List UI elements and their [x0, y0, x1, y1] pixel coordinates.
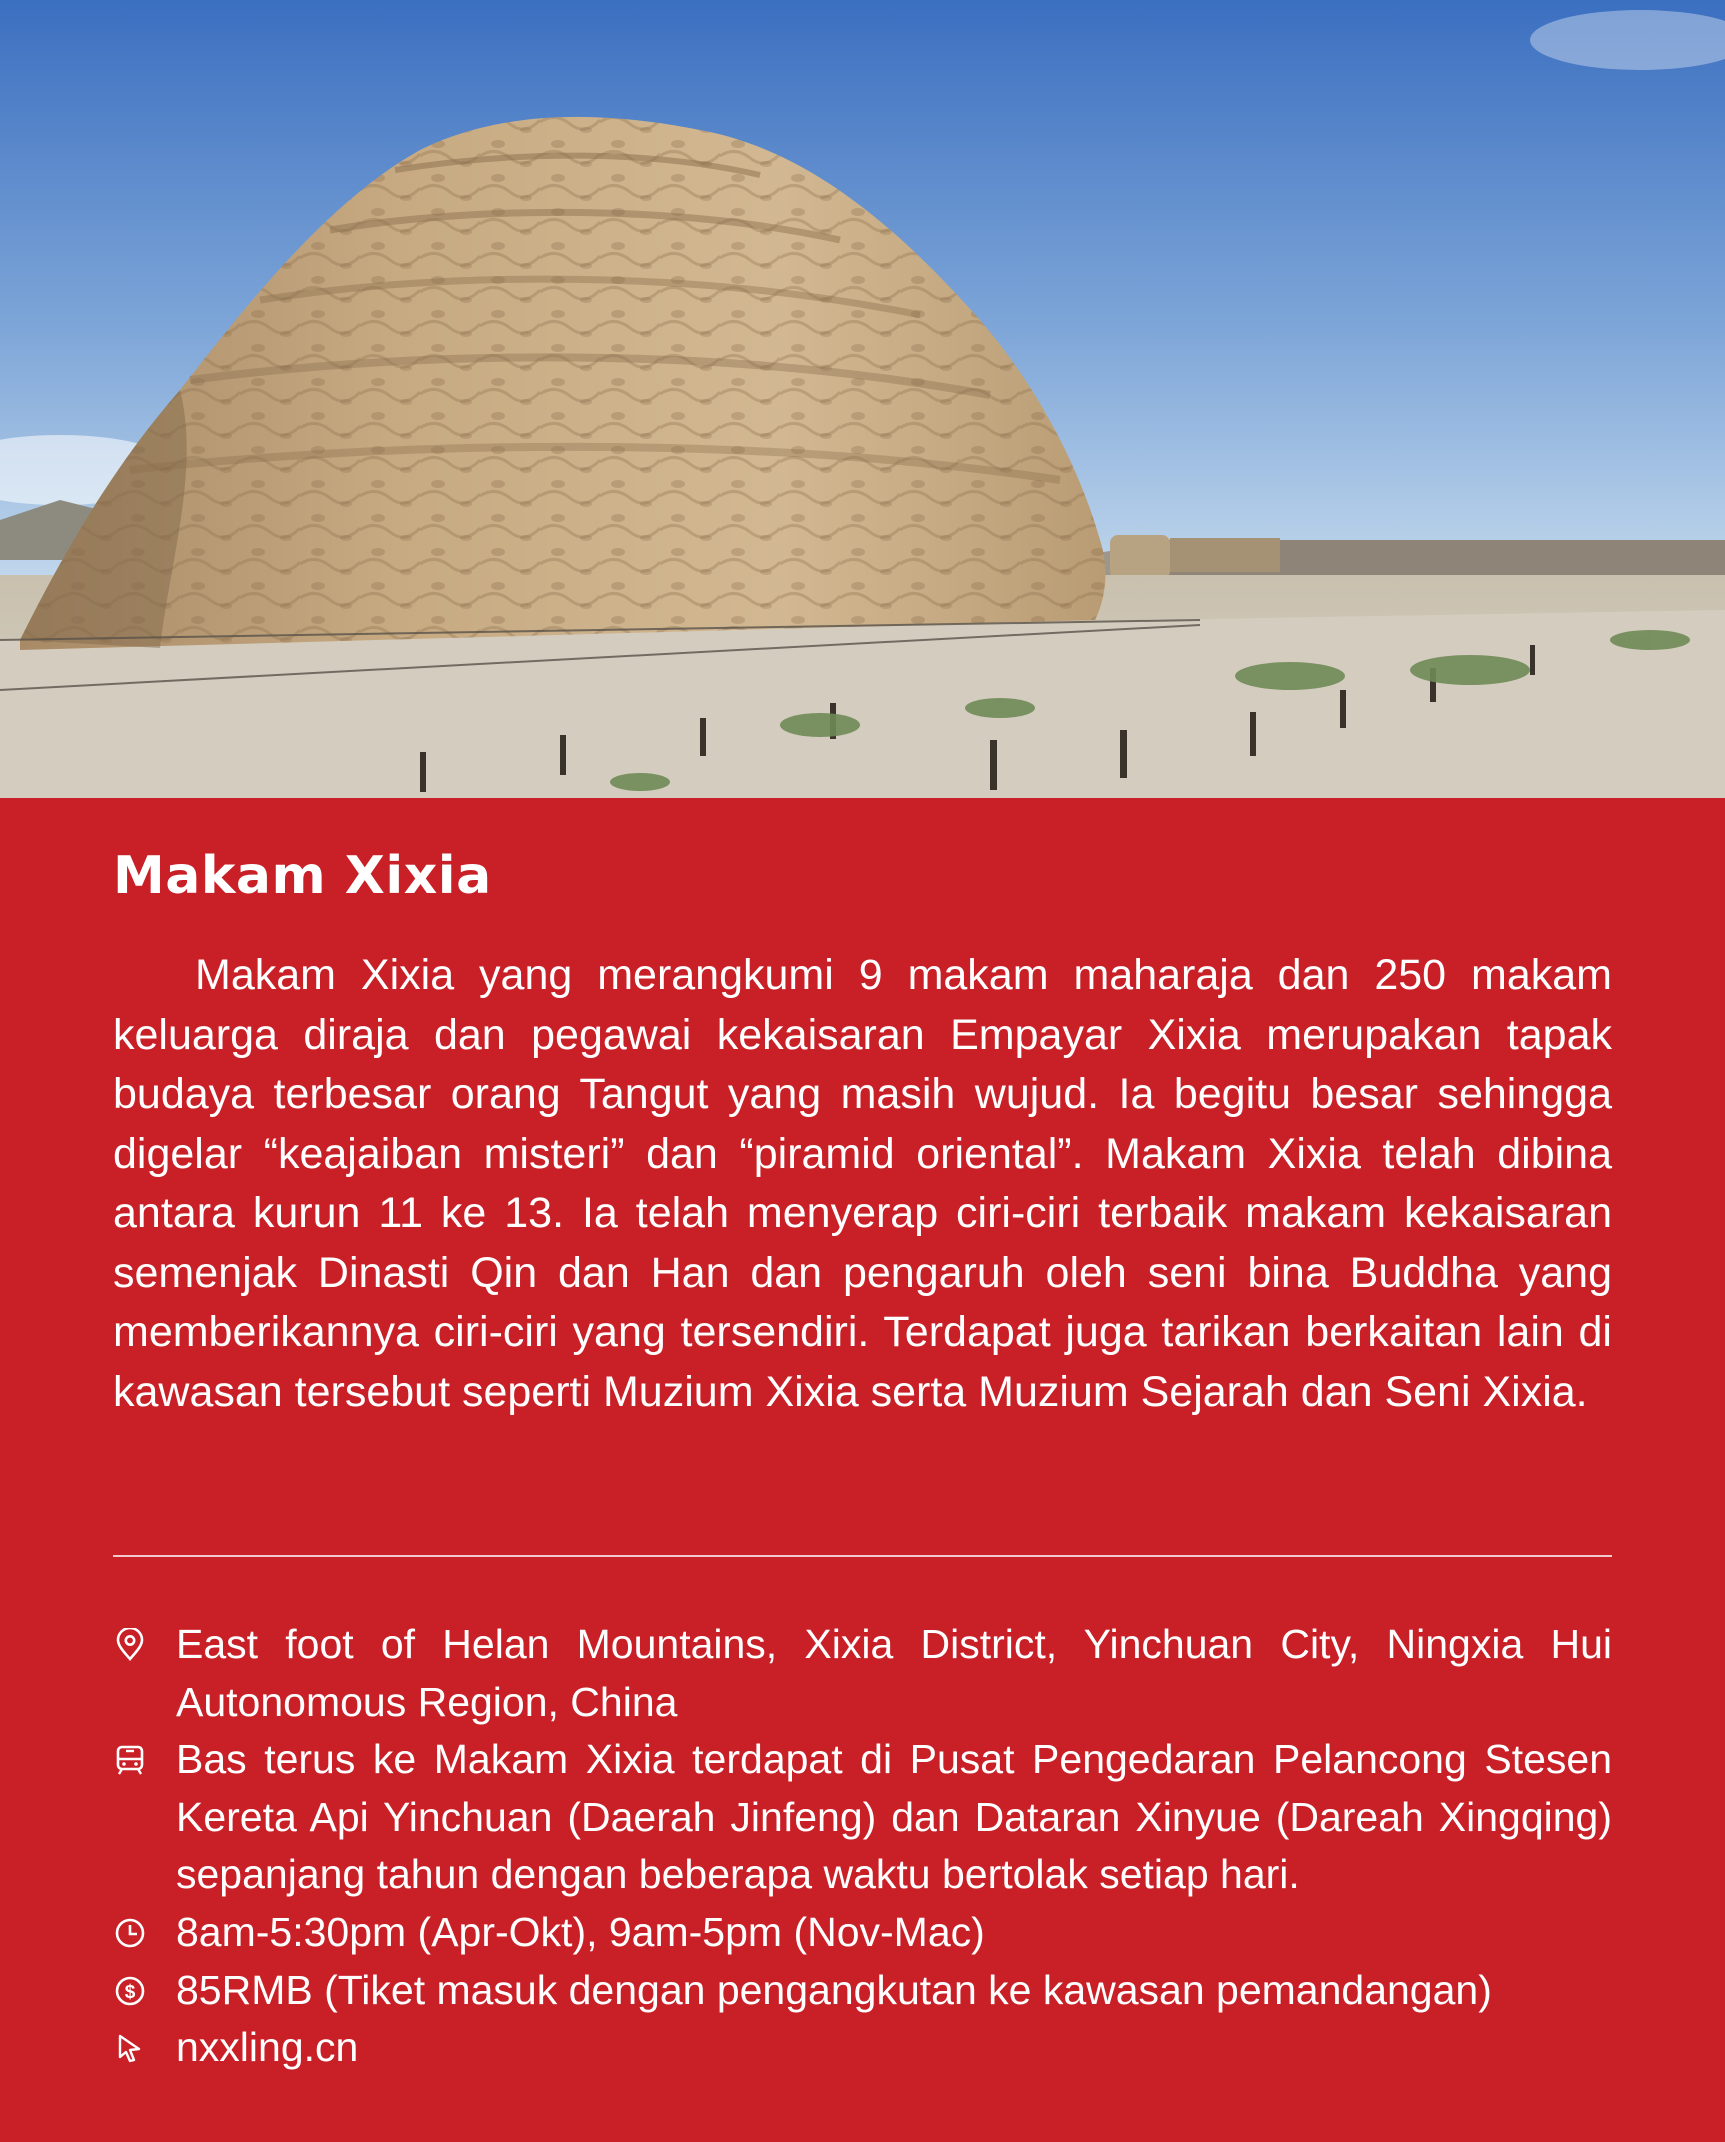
- hero-photo: [0, 0, 1725, 798]
- location-pin-icon: [113, 1628, 147, 1662]
- info-list: [113, 1616, 1612, 2077]
- xixia-tomb-illustration: [0, 0, 1725, 798]
- cursor-icon: [113, 2031, 147, 2065]
- dollar-icon: [113, 1974, 147, 2008]
- clock-icon: [113, 1916, 147, 1950]
- svg-text:$: $: [124, 1981, 136, 2003]
- page-title: Makam Xixia: [113, 846, 492, 906]
- info-website: [113, 2019, 1612, 2077]
- price-text: 85RMB (Tiket masuk dengan pengangkutan ke kawasan pemandangan): [176, 1966, 1492, 2013]
- section-divider: [113, 1555, 1612, 1557]
- description-paragraph: Makam Xixia yang merangkumi 9 makam maharaja dan 250 makam keluarga diraja dan pegawai kekaisaran Empayar Xixia merupakan tapak budaya terbesar orang Tangut yang masih wujud. Ia begitu besar sehingga digelar “keajaiban misteri” dan “piramid oriental”. Makam Xixia telah dibina antara kurun 11 ke 13. Ia telah menyerap ciri-ciri terbaik makam kekaisaran semenjak Dinasti Qin dan Han dan pengaruh oleh seni bina Buddha yang memberikannya ciri-ciri yang tersendiri. Terdapat juga tarikan berkaitan lain di kawasan tersebut seperti Muzium Xixia serta Muzium Sejarah dan Seni Xixia.: [113, 951, 1612, 1416]
- transport-text: Bas terus ke Makam Xixia terdapat di Pusat Pengedaran Pelancong Stesen Kereta Api Yinchuan (Daerah Jinfeng) dan Dataran Xinyue (Dareah Xingqing) sepanjang tahun dengan beberapa waktu bertolak setiap hari.: [176, 1736, 1612, 1898]
- location-text: East foot of Helan Mountains, Xixia District, Yinchuan City, Ningxia Hui Autonomous Region, China: [176, 1621, 1612, 1725]
- info-transport: [113, 1731, 1612, 1904]
- info-hours: [113, 1904, 1612, 1962]
- hours-text: 8am-5:30pm (Apr-Okt), 9am-5pm (Nov-Mac): [176, 1908, 985, 1955]
- website-link[interactable]: nxxling.cn: [176, 2024, 359, 2071]
- bus-icon: [113, 1743, 147, 1777]
- info-price: [113, 1962, 1612, 2020]
- info-location: [113, 1616, 1612, 1731]
